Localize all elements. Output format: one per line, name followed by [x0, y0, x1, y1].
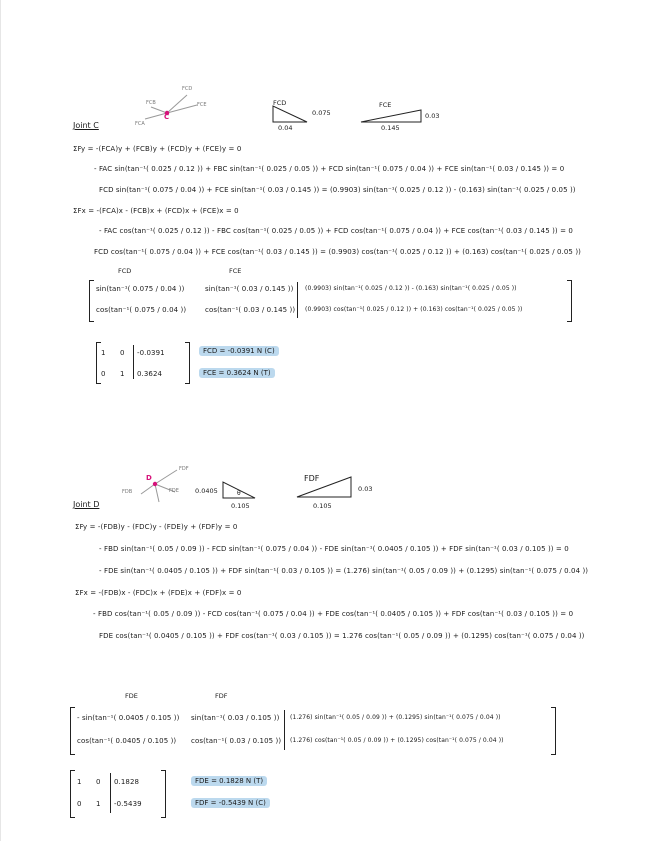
joint-d-node-label: D	[146, 474, 152, 482]
joint-d-rref-right-bracket	[161, 770, 166, 818]
joint-d-rref-augment-bar	[110, 773, 111, 813]
joint-c-matrix-r2c3: (0.9903) cos(tan⁻¹( 0.025 / 0.12 )) + (0.163) cos(tan⁻¹( 0.025 / 0.05 ))	[305, 306, 523, 313]
joint-d-tri2-base: 0.105	[313, 502, 332, 510]
joint-d-matrix-augment-bar	[284, 710, 285, 750]
joint-c-matrix-col-header-1: FCD	[118, 267, 132, 275]
joint-d-eq-fy-rearranged: - FDE sin(tan⁻¹( 0.0405 / 0.105 )) + FDF sin(tan⁻¹( 0.03 / 0.105 )) = (1.276) sin(tan⁻¹( 0.05 / 0.09 )) + (0.1295) sin(tan⁻¹( 0.075 / 0.04 ))	[99, 567, 589, 575]
joint-c-tri2-side: 0.03	[425, 112, 440, 120]
joint-c-rref-right-bracket	[185, 342, 190, 384]
joint-c-matrix-r1c2: sin(tan⁻¹( 0.03 / 0.145 ))	[205, 285, 294, 293]
joint-c-matrix-col-header-2: FCE	[229, 267, 242, 275]
joint-c-matrix-r2c1: cos(tan⁻¹( 0.075 / 0.04 ))	[96, 306, 187, 314]
joint-d-matrix-r1c2: sin(tan⁻¹( 0.03 / 0.105 ))	[191, 714, 280, 722]
joint-c-rref-r1c2: 0	[120, 349, 125, 357]
joint-d-label-fdf: FDF	[179, 466, 189, 472]
joint-c-rref-augment-bar	[133, 345, 134, 379]
joint-d-eq-fx-expanded: - FBD cos(tan⁻¹( 0.05 / 0.09 )) - FCD cos(tan⁻¹( 0.075 / 0.04 )) + FDE cos(tan⁻¹( 0.0405 / 0.105 )) + FDF cos(tan⁻¹( 0.03 / 0.105 )) = 0	[93, 610, 574, 618]
joint-c-label-fca: FCA	[135, 121, 145, 127]
joint-c-tri1-label: FCD	[273, 99, 287, 107]
joint-c-triangle-cd	[273, 106, 313, 124]
joint-c-eq-sum-fy: ΣFy = -(FCA)y + (FCB)y + (FCD)y + (FCE)y = 0	[73, 145, 242, 153]
joint-d-label-fdb: FDB	[122, 489, 133, 495]
joint-d-rref-r1c2: 0	[96, 778, 101, 786]
joint-d-eq-sum-fy: ΣFy = -(FDB)y - (FDC)y - (FDE)y + (FDF)y = 0	[75, 523, 238, 531]
joint-c-label-fcb: FCB	[146, 100, 156, 106]
joint-d-rref-r2c3: -0.5439	[114, 800, 142, 808]
joint-c-node-label: C	[164, 113, 170, 121]
joint-c-rref-r2c3: 0.3624	[137, 370, 163, 378]
joint-d-eq-fx-rearranged: FDE cos(tan⁻¹( 0.0405 / 0.105 )) + FDF cos(tan⁻¹( 0.03 / 0.105 )) = 1.276 cos(tan⁻¹( 0.05 / 0.09 )) + (0.1295) cos(tan⁻¹( 0.075 / 0.04 ))	[99, 632, 585, 640]
joint-c-matrix-left-bracket	[89, 280, 94, 322]
joint-d-matrix-col-header-1: FDE	[125, 692, 138, 700]
joint-d-rref-r1c3: 0.1828	[114, 778, 140, 786]
joint-d-tri2-side: 0.03	[358, 485, 373, 493]
joint-d-matrix-r1c3: (1.276) sin(tan⁻¹( 0.05 / 0.09 )) + (0.1295) sin(tan⁻¹( 0.075 / 0.04 ))	[290, 714, 501, 721]
joint-c-matrix-r1c1: sin(tan⁻¹( 0.075 / 0.04 ))	[96, 285, 185, 293]
joint-d-title: Joint D	[73, 500, 100, 509]
joint-c-tri2-base: 0.145	[381, 124, 400, 132]
joint-c-matrix-augment-bar	[297, 282, 298, 318]
joint-c-result-fce: FCE = 0.3624 N (T)	[199, 368, 275, 378]
joint-d-tri1-side: 0.0405	[195, 487, 218, 495]
joint-d-rref-left-bracket	[70, 770, 75, 818]
joint-c-eq-fy-rearranged: FCD sin(tan⁻¹( 0.075 / 0.04 )) + FCE sin(tan⁻¹( 0.03 / 0.145 )) = (0.9903) sin(tan⁻¹( 0.025 / 0.12 )) - (0.163) sin(tan⁻¹( 0.025 / 0.05 ))	[99, 186, 576, 194]
joint-c-rref-r2c2: 1	[120, 370, 125, 378]
joint-c-rref-r1c3: -0.0391	[137, 349, 165, 357]
joint-c-tri1-side: 0.075	[312, 109, 331, 117]
joint-d-matrix-left-bracket	[70, 707, 75, 755]
joint-d-matrix-r1c1: - sin(tan⁻¹( 0.0405 / 0.105 ))	[77, 714, 180, 722]
joint-c-rref-r1c1: 1	[101, 349, 106, 357]
joint-c-result-fcd: FCD = -0.0391 N (C)	[199, 346, 279, 356]
joint-d-rref-r2c2: 1	[96, 800, 101, 808]
joint-c-triangle-ce	[361, 110, 427, 124]
joint-d-result-fde: FDE = 0.1828 N (T)	[191, 776, 267, 786]
joint-d-tri2-label: FDF	[304, 474, 320, 483]
joint-d-matrix-r2c3: (1.276) cos(tan⁻¹( 0.05 / 0.09 )) + (0.1295) cos(tan⁻¹( 0.075 / 0.04 ))	[290, 737, 504, 744]
joint-c-label-fcd: FCD	[182, 86, 193, 92]
joint-d-matrix-r2c2: cos(tan⁻¹( 0.03 / 0.105 ))	[191, 737, 282, 745]
joint-d-tri1-base: 0.105	[231, 502, 250, 510]
joint-d-eq-fy-expanded: - FBD sin(tan⁻¹( 0.05 / 0.09 )) - FCD sin(tan⁻¹( 0.075 / 0.04 )) - FDE sin(tan⁻¹( 0.0405 / 0.105 )) + FDF sin(tan⁻¹( 0.03 / 0.105 )) = 0	[99, 545, 569, 553]
joint-c-rref-r2c1: 0	[101, 370, 106, 378]
joint-c-title: Joint C	[73, 121, 99, 130]
joint-c-tri2-label: FCE	[379, 101, 392, 109]
joint-c-eq-fx-expanded: - FAC cos(tan⁻¹( 0.025 / 0.12 )) - FBC cos(tan⁻¹( 0.025 / 0.05 )) + FCD cos(tan⁻¹( 0.075 / 0.04 )) + FCE cos(tan⁻¹( 0.03 / 0.145 )) = 0	[99, 227, 573, 235]
joint-d-matrix-r2c1: cos(tan⁻¹( 0.0405 / 0.105 ))	[77, 737, 177, 745]
joint-d-triangle-de	[223, 482, 259, 500]
joint-d-tri1-angle: θ	[237, 490, 241, 497]
joint-c-matrix-r2c2: cos(tan⁻¹( 0.03 / 0.145 ))	[205, 306, 296, 314]
joint-c-eq-sum-fx: ΣFx = -(FCA)x - (FCB)x + (FCD)x + (FCE)x = 0	[73, 207, 239, 215]
joint-c-eq-fx-rearranged: FCD cos(tan⁻¹( 0.075 / 0.04 )) + FCE cos(tan⁻¹( 0.03 / 0.145 )) = (0.9903) cos(tan⁻¹( 0.025 / 0.12 )) + (0.163) cos(tan⁻¹( 0.025 / 0.05 ))	[94, 248, 581, 256]
joint-d-rref-r1c1: 1	[77, 778, 82, 786]
joint-c-matrix-r1c3: (0.9903) sin(tan⁻¹( 0.025 / 0.12 )) - (0.163) sin(tan⁻¹( 0.025 / 0.05 ))	[305, 285, 517, 292]
joint-d-eq-sum-fx: ΣFx = -(FDB)x - (FDC)x + (FDE)x + (FDF)x = 0	[75, 589, 242, 597]
joint-c-label-fce: FCE	[197, 102, 207, 108]
joint-d-matrix-right-bracket	[551, 707, 556, 755]
joint-c-matrix-right-bracket	[567, 280, 572, 322]
joint-d-label-fde: FDE	[169, 488, 179, 494]
joint-c-tri1-base: 0.04	[278, 124, 293, 132]
joint-d-rref-r2c1: 0	[77, 800, 82, 808]
joint-c-eq-fy-expanded: - FAC sin(tan⁻¹( 0.025 / 0.12 )) + FBC sin(tan⁻¹( 0.025 / 0.05 )) + FCD sin(tan⁻¹( 0.075 / 0.04 )) + FCE sin(tan⁻¹( 0.03 / 0.145 )) = 0	[94, 165, 565, 173]
joint-d-result-fdf: FDF = -0.5439 N (C)	[191, 798, 270, 808]
joint-d-matrix-col-header-2: FDF	[215, 692, 228, 700]
